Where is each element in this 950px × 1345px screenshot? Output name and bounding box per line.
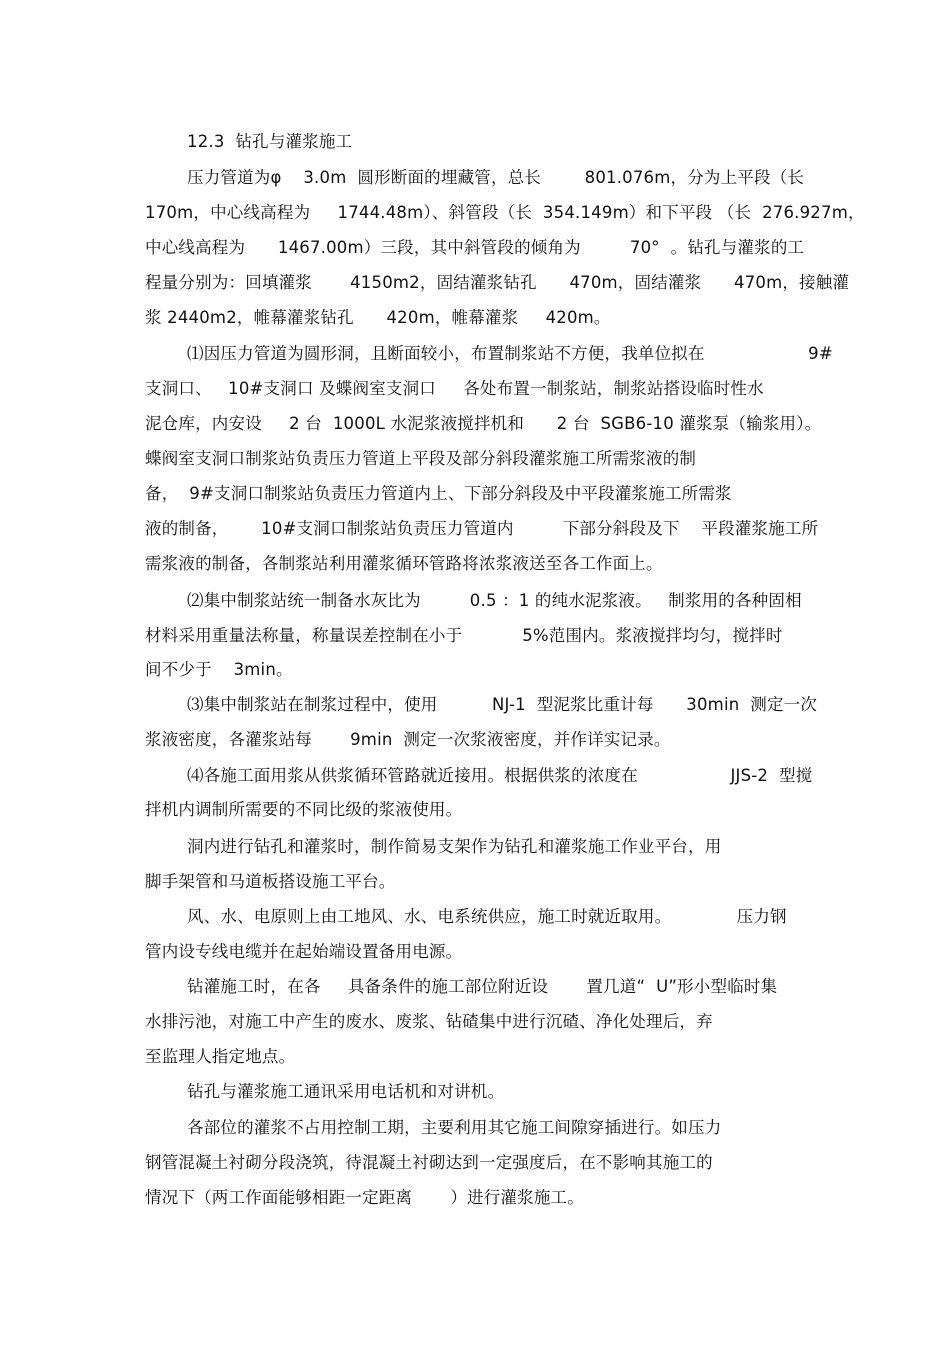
body-line: 水排污池，对施工中产生的废水、废浆、钻碴集中进行沉碴、净化处理后，弃 (145, 1012, 713, 1031)
body-line: 170m，中心线高程为 1744.48m）、斜管段（长 354.149m）和下平段 （长 276.927m， (145, 203, 865, 222)
body-line: 备， 9#支洞口制浆站负责压力管道内上、下部分斜段及中平段灌浆施工所需浆 (145, 484, 732, 503)
body-line: ⑵集中制浆站统一制备水灰比为 0.5 ：1 的纯水泥浆液。 制浆用的各种固相 (187, 591, 802, 610)
body-line: ⑷各施工面用浆从供浆循环管路就近接用。根据供浆的浓度在 JJS-2 型搅 (187, 766, 813, 785)
body-line: 风、水、电原则上由工地风、水、电系统供应，施工时就近取用。 压力钢 (187, 907, 787, 926)
body-line: 需浆液的制备，各制浆站利用灌浆循环管路将浓浆液送至各工作面上。 (145, 554, 663, 573)
body-line: 脚手架管和马道板搭设施工平台。 (145, 872, 396, 891)
body-line: 支洞口、 10#支洞口 及蝶阀室支洞口 各处布置一制浆站，制浆站搭设临时性水 (145, 379, 764, 398)
body-line: 泥仓库，内安设 2 台 1000L 水泥浆液搅拌机和 2 台 SGB6-10 灌浆泵（输浆用）。 (145, 414, 822, 433)
section-heading: 12.3 钻孔与灌浆施工 (187, 132, 353, 151)
body-line: 洞内进行钻孔和灌浆时，制作简易支架作为钻孔和灌浆施工作业平台，用 (187, 837, 722, 856)
body-line: 程量分别为：回填灌浆 4150m2，固结灌浆钻孔 470m，固结灌浆 470m，接触灌 (145, 273, 850, 292)
body-line: ⑶集中制浆站在制浆过程中，使用 NJ-1 型泥浆比重计每 30min 测定一次 (187, 695, 818, 714)
body-line: 中心线高程为 1467.00m）三段，其中斜管段的倾角为 70° 。钻孔与灌浆的工 (145, 238, 805, 257)
body-line: 钢管混凝土衬砌分段浇筑，待混凝土衬砌达到一定强度后，在不影响其施工的 (145, 1153, 713, 1172)
body-line: 管内设专线电缆并在起始端设置备用电源。 (145, 942, 463, 961)
body-line: 情况下（两工作面能够相距一定距离 ）进行灌浆施工。 (145, 1188, 584, 1207)
body-line: 压力管道为φ 3.0m 圆形断面的埋藏管，总长 801.076m，分为上平段（长 (187, 168, 805, 187)
body-line: ⑴因压力管道为圆形洞，且断面较小，布置制浆站不方便，我单位拟在 9# (187, 344, 833, 363)
body-line: 拌机内调制所需要的不同比级的浆液使用。 (145, 800, 463, 819)
body-line: 钻灌施工时，在各 具备条件的施工部位附近设 置几道“ U”形小型临时集 (187, 977, 778, 996)
body-line: 钻孔与灌浆施工通讯采用电话机和对讲机。 (187, 1082, 505, 1101)
body-line: 各部位的灌浆不占用控制工期，主要利用其它施工间隙穿插进行。如压力 (187, 1118, 722, 1137)
body-line: 蝶阀室支洞口制浆站负责压力管道上平段及部分斜段灌浆施工所需浆液的制 (145, 449, 697, 468)
body-line: 浆液密度，各灌浆站每 9min 测定一次浆液密度，并作详实记录。 (145, 730, 671, 749)
body-line: 材料采用重量法称量，称量误差控制在小于 5%范围内。浆液搅拌均匀，搅拌时 (145, 626, 783, 645)
body-line: 间不少于 3min。 (145, 660, 293, 679)
body-line: 至监理人指定地点。 (145, 1047, 296, 1066)
body-line: 浆 2440m2，帷幕灌浆钻孔 420m，帷幕灌浆 420m。 (145, 308, 611, 327)
body-line: 液的制备， 10#支洞口制浆站负责压力管道内 下部分斜段及下 平段灌浆施工所 (145, 519, 819, 538)
